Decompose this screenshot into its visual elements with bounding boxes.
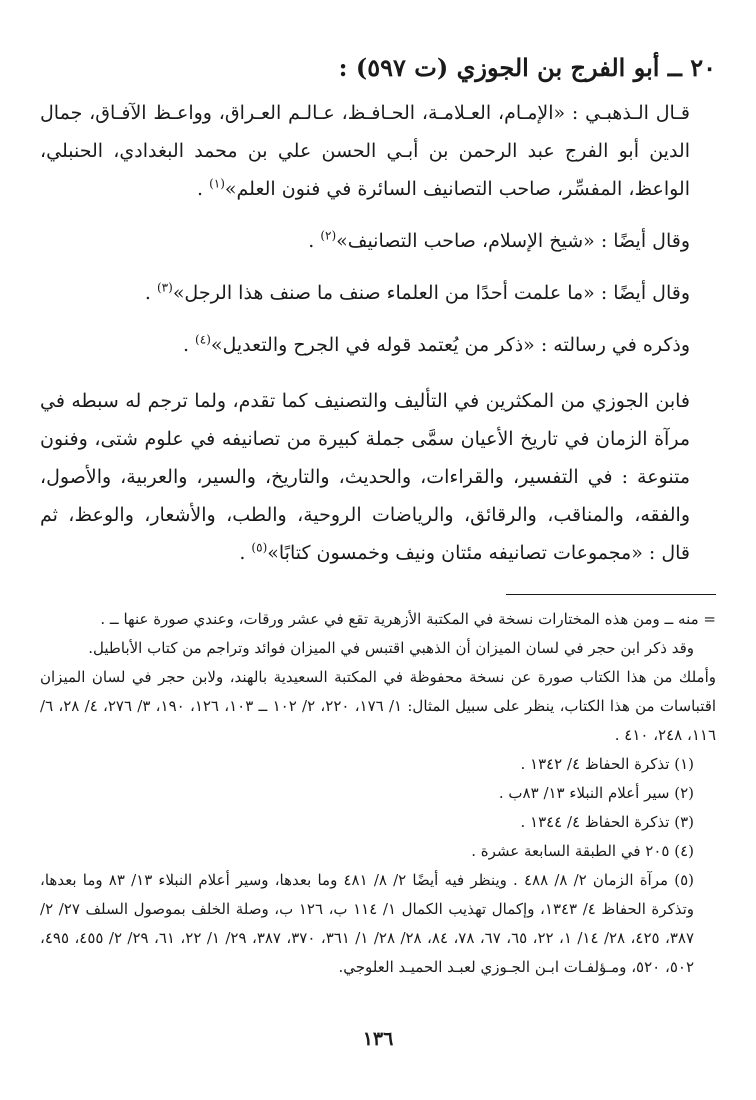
footnote-1: (١) تذكرة الحفاظ ٤/ ١٣٤٢ . — [520, 755, 694, 773]
section-heading: ٢٠ ــ أبو الفرج بن الجوزي (ت ٥٩٧) : — [338, 53, 716, 82]
main-text — [40, 94, 716, 572]
footnote-continuation-1: = منه ــ ومن هذه المختارات نسخة في المكتبة الأزهرية تقع في عشر ورقات، وعندي صورة عنها ــ . — [100, 610, 716, 628]
footnote-ref-5: (٥) — [251, 540, 268, 555]
paragraph-1 — [40, 94, 716, 208]
footnote-4: (٤) ٢٠٥ في الطبقة السابعة عشرة . — [471, 842, 694, 860]
paragraph-2-end: . — [308, 230, 315, 252]
footnote-divider — [506, 594, 716, 595]
paragraph-2-text: وقال أيضًا : «شيخ الإسلام، صاحب التصانيف» — [336, 230, 690, 252]
footnote-ref-4: (٤) — [195, 332, 211, 347]
footnotes — [40, 605, 716, 982]
paragraph-4-end: . — [182, 334, 189, 356]
paragraph-3 — [40, 274, 716, 312]
page-number: ١٣٦ — [362, 1028, 394, 1050]
paragraph-5-end: . — [239, 542, 246, 564]
paragraph-5 — [40, 382, 716, 572]
paragraph-2 — [40, 222, 716, 260]
footnote-continuation-2: وقد ذكر ابن حجر في لسان الميزان أن الذهبي اقتبس في الميزان فوائد وتراجم من كتاب الأباطيل. — [88, 639, 694, 657]
paragraph-4-text: وذكره في رسالته : «ذكر من يُعتمد قوله في الجرح والتعديل» — [210, 334, 690, 356]
footnote-ref-3: (٣) — [156, 280, 173, 295]
paragraph-1-text: قـال الـذهبـي : «الإمـام، العـلامـة، الحـافـظ، عـالـم العـراق، وواعـظ الآفـاق، جمال الدين أبو الفرج عبد الرحمن بن أبـي الحسن علي بن محمد البغدادي، الحنبلي، الواعظ، المفسِّر، صاحب التصانيف السائرة في فنون العلم» — [40, 102, 690, 200]
footnote-3: (٣) تذكرة الحفاظ ٤/ ١٣٤٤ . — [520, 813, 694, 831]
paragraph-5-text: فابن الجوزي من المكثرين في التأليف والتصنيف كما تقدم، ولما ترجم له سبطه في مرآة الزمان في تاريخ الأعيان سمَّى جملة كبيرة من تصانيفه في علوم شتى، وفنون متنوعة : في التفسير، والقراءات، والحديث، والتاريخ، والسير، والعربية، والأصول، والفقه، والمناقب، والرقائق، والرياضات الروحية، والطب، والأشعار، والوعظ، ثم قال : «مجموعات تصانيفه مئتان ونيف وخمسون كتابًا» — [40, 390, 690, 564]
footnote-2: (٢) سير أعلام النبلاء ١٣/ ٨٣ب . — [498, 784, 694, 802]
footnote-ref-1: (١) — [209, 176, 225, 191]
footnote-ref-2: (٢) — [320, 228, 337, 243]
document-page — [40, 50, 716, 982]
paragraph-4 — [40, 326, 716, 364]
paragraph-1-end: . — [196, 178, 204, 200]
footnote-5: (٥) مرآة الزمان ٢/ ٨/ ٤٨٨ . وينظر فيه أيضًا ٢/ ٨/ ٤٨١ وما بعدها، وسير أعلام النبلاء ١٣/ ٨٣ وما بعدها، وتذكرة الحفاظ ٤/ ١٣٤٣، وإكمال تهذيب الكمال ١/ ١١٤ ب، ١٢٦ ب، وصلة الخلف بموصول السلف ٢٧/ ٢/ ٣٨٧، ٤٢٥، ٢٨/ ١٤/ ١، ٢٢، ٦٥، ٦٧، ٧٨، ٨٤، ٢٨/ ٢٨/ ١/ ٣٦١، ٣٧٠، ٣٨٧، ٢٩/ ١/ ٢٢، ٦١، ٢٩/ ٢/ ٤٥٥، ٤٩٥، ٥٠٢، ٥٢٠، ومـؤلفـات ابـن الجـوزي لعبـد الحميـد العلوجي. — [40, 871, 695, 976]
footnote-continuation-3: وأملك من هذا الكتاب صورة عن نسخة محفوظة في المكتبة السعيدية بالهند، ولابن حجر في لسان الميزان اقتباسات من هذا الكتاب، ينظر على سبيل المثال: ١/ ١٧٦، ٢٢٠، ٢/ ١٠٢ ــ ١٠٣، ١٢٦، ١٩٠، ٣/ ٢٧٦، ٤/ ٢٨، ٦/ ١١٦، ٢٤٨، ٤١٠ . — [40, 668, 717, 744]
paragraph-3-text: وقال أيضًا : «ما علمت أحدًا من العلماء صنف ما صنف هذا الرجل» — [172, 282, 690, 304]
paragraph-3-end: . — [144, 282, 151, 304]
